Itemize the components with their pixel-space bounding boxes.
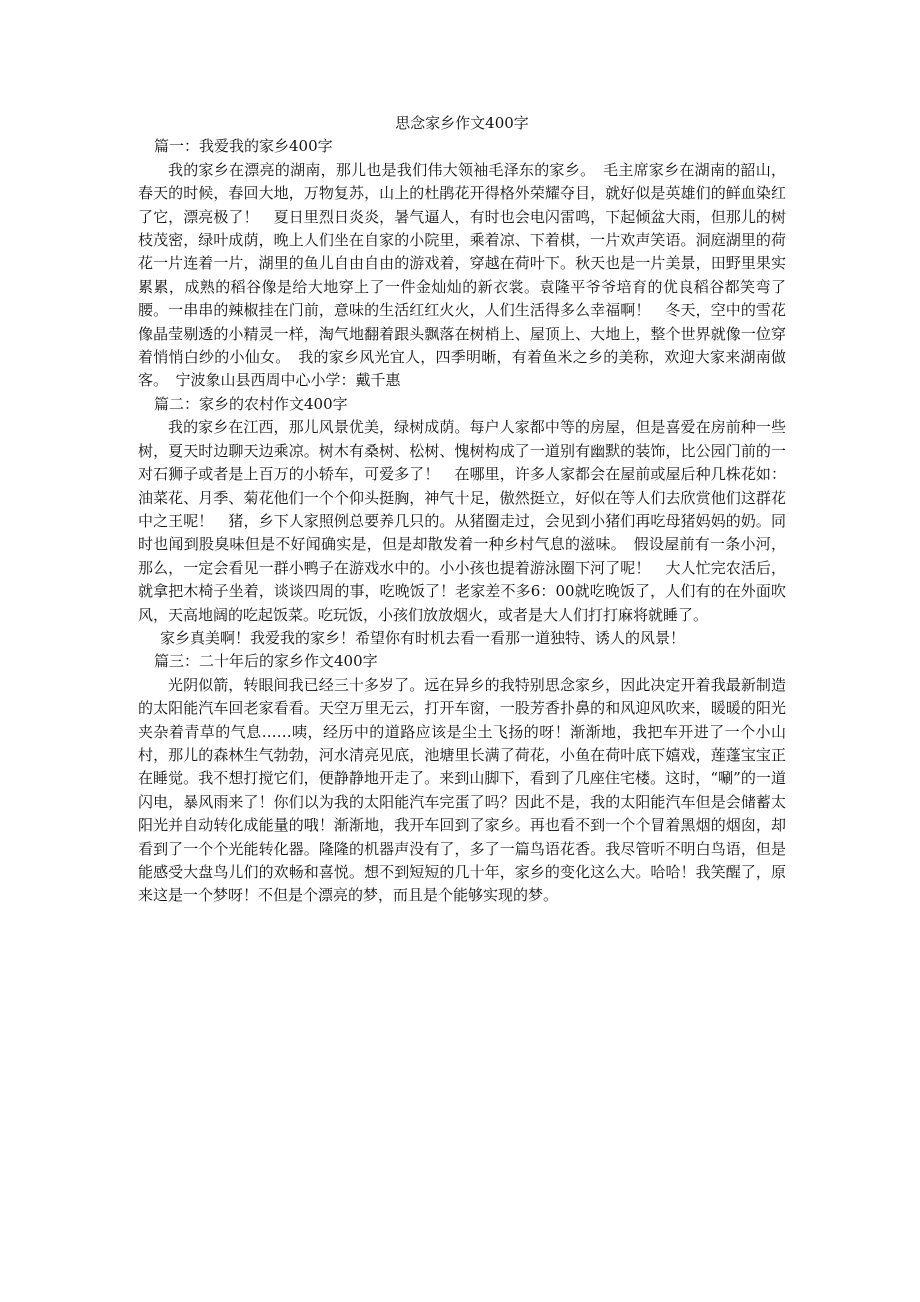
section-3-heading: 篇三：二十年后的家乡作文400字 xyxy=(154,652,378,671)
section-3-paragraph-1: 光阴似箭，转眼间我已经三十多岁了。远在异乡的我特别思念家乡，因此决定开着我最新制造的太阳能汽车回老家看看。天空万里无云，打开车窗，一股芳香扑鼻的和风迎风吹来，暖暖的阳光夹杂着青草的气息……咦，经历中的道路应该是尘土飞扬的呀！渐渐地，我把车开进了一个小山村，那儿的森林生气勃勃，河水清亮见底，池塘里长满了荷花，小鱼在荷叶底下嬉戏，莲蓬宝宝正在睡觉。我不想打搅它们，便静静地开走了。来到山脚下，看到了几座住宅楼。这时，“唰”的一道闪电，暴风雨来了！你们以为我的太阳能汽车完蛋了吗？因此不是，我的太阳能汽车但是会储蓄太阳光并自动转化成能量的哦！渐渐地，我开车回到了家乡。再也看不到一个个冒着黑烟的烟囱，却看到了一个个光能转化器。隆隆的机器声没有了，多了一篇鸟语花香。我尽管听不明白鸟语，但是能感受大盘鸟儿们的欢畅和喜悦。想不到短短的几十年，家乡的变化这么大。哈哈！我笑醒了，原来这是一个梦呀！不但是个漂亮的梦，而且是个能够实现的梦。 xyxy=(138,675,786,905)
section-2-paragraph-1: 我的家乡在江西，那儿风景优美，绿树成荫。每户人家都中等的房屋，但是喜爱在房前种一些树，夏天时边聊天边乘凉。树木有桑树、松树、愧树构成了一道别有幽默的装饰，比公园门前的一对石狮子或者是上百万的小轿车，可爱多了！ 在哪里，许多人家都会在屋前或屋后种几株花如：油菜花、月季、菊花他们一个个仰头挺胸，神气十足，傲然挺立，好似在等人们去欣赏他们这群花中之王呢！ 猪，乡下人家照例总要养几只的。从猪圈走过，会见到小猪们再吃母猪妈妈的奶。同时也闻到股臭味但是不好闻确实是，但是却散发着一种乡村气息的滋味。 假设屋前有一条小河，那么，一定会看见一群小鸭子在游戏水中的。小小孩也提着游泳圈下河了呢！ 大人忙完农活后，就拿把木椅子坐着，谈谈四周的事，吃晚饭了！老家差不多6：00就吃晚饭了，人们有的在外面吹风，天高地阔的吃起饭菜。吃玩饭，小孩们放放烟火，或者是大人们打打麻将就睡了。 xyxy=(138,418,786,624)
section-2-paragraph-2: 家乡真美啊！我爱我的家乡！希望你有时机去看一看那一道独特、诱人的风景！ xyxy=(160,628,686,647)
document-body xyxy=(138,112,786,908)
section-1-paragraph-1: 我的家乡在漂亮的湖南，那儿也是我们伟大领袖毛泽东的家乡。 毛主席家乡在湖南的韶山，春天的时候，春回大地，万物复苏，山上的杜鹃花开得格外荣耀夺目，就好似是英雄们的鲜血染红了它，漂亮极了！ 夏日里烈日炎炎，暑气逼人，有时也会电闪雷鸣，下起倾盆大雨，但那儿的树枝茂密，绿叶成荫，晚上人们坐在自家的小院里，乘着凉、下着棋，一片欢声笑语。洞庭湖里的荷花一片连着一片，湖里的鱼儿自由自由的游戏着，穿越在荷叶下。秋天也是一片美景，田野里果实累累，成熟的稻谷像是给大地穿上了一件金灿灿的新衣裳。袁隆平爷爷培育的优良稻谷都笑弯了腰。一串串的辣椒挂在门前，意味的生活红红火火，人们生活得多么幸福啊！ 冬天，空中的雪花像晶莹剔透的小精灵一样，淘气地翻着跟头飘落在树梢上、屋顶上、大地上，整个世界就像一位穿着悄悄白纱的小仙女。 我的家乡风光宜人，四季明晰，有着鱼米之乡的美称，欢迎大家来湖南做客。 宁波象山县西周中心小学：戴千惠 xyxy=(138,160,786,390)
document-title: 思念家乡作文400字 xyxy=(395,114,529,132)
section-1-heading: 篇一：我爱我的家乡400字 xyxy=(154,137,333,156)
section-2-heading: 篇二：家乡的农村作文400字 xyxy=(154,394,348,413)
